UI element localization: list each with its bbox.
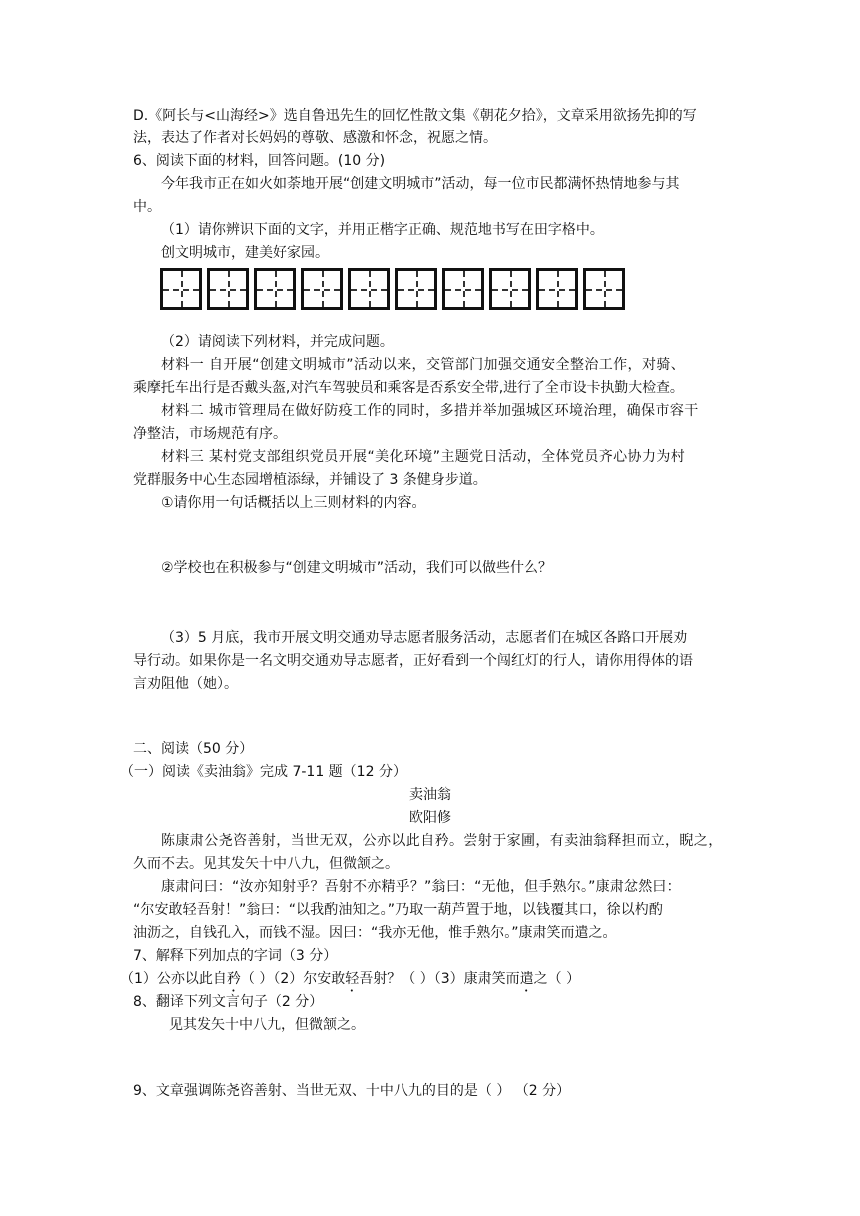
question-6-part-3-line-2: 导行动。如果你是一名文明交通劝导志愿者，正好看到一个闯红灯的行人，请你用得体的语 [133,653,693,669]
grid-cell[interactable] [301,268,343,310]
question-6-intro-1: 今年我市正在如火如荼地开展“创建文明城市”活动，每一位市民都满怀热情地参与其 [161,176,680,192]
material-2-line-1: 材料二 城市管理局在做好防疫工作的同时，多措并举加强城区环境治理，确保市容干 [161,403,699,419]
passage-para-2-line-3: 油沥之，自钱孔入，而钱不湿。因曰：“我亦无他，惟手熟尔。”康肃笑而遣之。 [133,925,617,941]
q7-item-3-dotted: 遣 [519,971,534,987]
option-d-line-1: D.《阿长与<山海经>》选自鲁迅先生的回忆性散文集《朝花夕拾》，文章采用欲扬先抑的写 [133,108,697,124]
material-3-line-2: 党群服务中心生态园增植添绿，并铺设了 3 条健身步道。 [133,472,487,488]
grid-cell[interactable] [583,268,625,310]
sub-question-1: ①请你用一句话概括以上三则材料的内容。 [161,495,426,511]
question-7-title: 7、解释下列加点的字词（3 分） [133,948,338,964]
grid-cell[interactable] [348,268,390,310]
sub-question-2: ②学校也在积极参与“创建文明城市”活动，我们可以做些什么？ [161,560,553,576]
question-6-title: 6、阅读下面的材料，回答问题。(10 分) [133,153,386,169]
q7-item-2-blank[interactable]: 吾射？（ ） [359,971,434,987]
q7-item-3-blank[interactable]: 之（ ） [533,971,581,987]
grid-cell[interactable] [254,268,296,310]
q7-item-1-dotted: 矜 [226,971,241,987]
question-6-part-3-line-3: 言劝阻他（她）。 [133,676,238,692]
question-6-part-3-line-1: （3）5 月底，我市开展文明交通劝导志愿者服务活动，志愿者们在城区各路口开展劝 [161,630,688,646]
passage-para-1-line-2: 久而不去。见其发矢十中八九，但微颔之。 [133,856,399,872]
copy-text: 创文明城市，建美好家园。 [161,245,329,261]
grid-cell[interactable] [207,268,249,310]
poem-title: 卖油翁 [409,787,451,803]
passage-para-2-line-1: 康肃问曰：“汝亦知射乎？吾射不亦精乎？”翁曰：“无他，但手熟尔。”康肃忿然曰： [161,879,681,895]
grid-cell[interactable] [489,268,531,310]
passage-para-1-line-1: 陈康肃公尧咨善射，当世无双，公亦以此自矜。尝射于家圃，有卖油翁释担而立，睨之， [161,833,723,849]
material-1-line-2: 乘摩托车出行是否戴头盔,对汽车驾驶员和乘客是否系安全带,进行了全市设卡执勤大检查。 [133,380,684,396]
question-9: 9、文章强调陈尧咨善射、当世无双、十中八九的目的是（ ） （2 分） [133,1083,571,1099]
question-6-part-2: （2）请阅读下列材料，并完成问题。 [161,334,394,350]
grid-cell[interactable] [395,268,437,310]
option-d-line-2: 法，表达了作者对长妈妈的尊敬、感激和怀念，祝愿之情。 [133,130,497,146]
grid-cell[interactable] [160,268,202,310]
material-1-line-1: 材料一 自开展“创建文明城市”活动以来，交管部门加强交通安全整治工作，对骑、 [161,357,686,373]
q7-item-2-prefix: （2）尔安敢 [273,971,346,987]
question-8-title: 8、翻译下列文言句子（2 分） [133,994,324,1010]
q7-item-1-blank[interactable]: （ ） [240,971,274,987]
question-8-sentence: 见其发矢十中八九，但微颔之。 [169,1017,365,1033]
poem-author: 欧阳修 [409,810,451,826]
passage-para-2-line-2: “尔安敢轻吾射！”翁曰：“以我酌油知之。”乃取一葫芦置于地，以钱覆其口，徐以杓酌 [133,902,664,918]
question-6-intro-2: 中。 [133,199,161,215]
question-6-part-1: （1）请你辨识下面的文字，并用正楷字正确、规范地书写在田字格中。 [161,222,604,238]
q7-item-1-prefix: （1）公亦以此自 [120,971,227,987]
q7-item-3-prefix: （3）康肃笑而 [433,971,520,987]
grid-cell[interactable] [442,268,484,310]
section-2-heading: 二、阅读（50 分） [133,741,254,757]
material-3-line-1: 材料三 某村党支部组织党员开展“美化环境”主题党日活动，全体党员齐心协力为村 [161,449,686,465]
part-1-heading: （一）阅读《卖油翁》完成 7-11 题（12 分） [120,764,407,780]
q7-item-2-dotted: 轻 [345,971,360,987]
material-2-line-2: 净整洁，市场规范有序。 [133,426,287,442]
grid-cell[interactable] [536,268,578,310]
tianzige-grid [160,268,625,310]
